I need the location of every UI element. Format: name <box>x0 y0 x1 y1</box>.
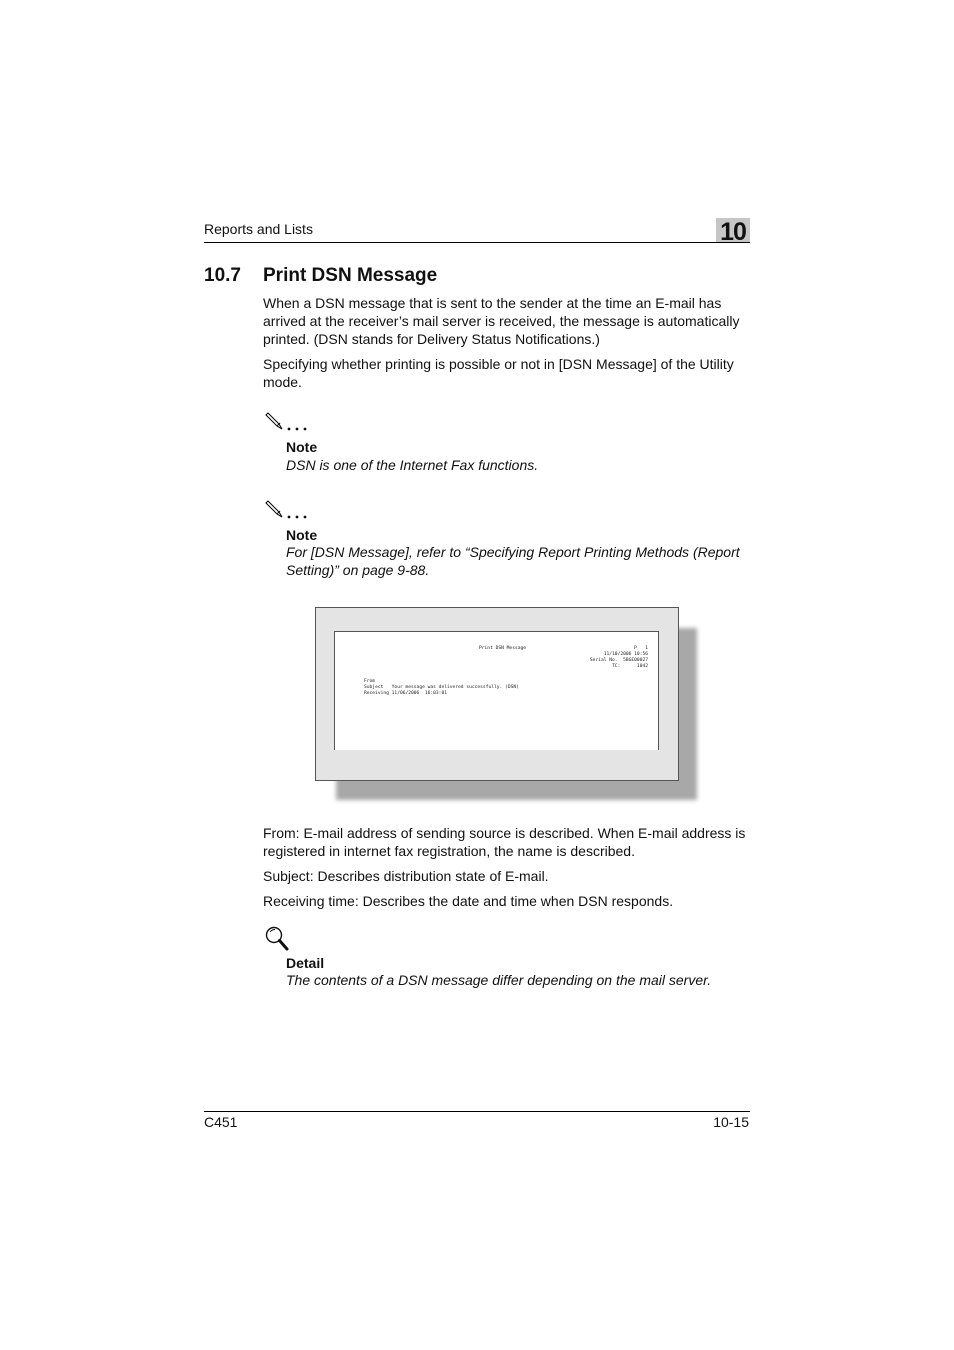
pencil-note-icon <box>265 498 315 520</box>
footer-page-number: 10-15 <box>713 1114 749 1130</box>
chapter-number-badge: 10 <box>716 218 750 243</box>
section-title: Print DSN Message <box>263 265 438 286</box>
magnifier-icon <box>264 925 290 953</box>
subject-description: Subject: Describes distribution state of E-mail. <box>263 868 549 884</box>
receiving-description: Receiving time: Describes the date and time when DSN responds. <box>263 893 674 909</box>
section-number: 10.7 <box>204 265 241 286</box>
from-description: From: E-mail address of sending source is described. When E-mail address is registered in internet fax registration, the name is described. <box>263 825 746 859</box>
pencil-note-icon <box>265 410 315 432</box>
footer-divider <box>204 1111 750 1112</box>
note-label: Note <box>286 527 318 543</box>
detail-label: Detail <box>286 955 325 971</box>
report-page: P 1 <box>634 646 648 651</box>
intro-paragraph-2: Specifying whether printing is possible or not in [DSN Message] of the Utility mode. <box>263 356 734 390</box>
report-subject: Subject Your message was delivered successfully. (DSN) <box>364 685 519 690</box>
note-text: For [DSN Message], refer to “Specifying Report Printing Methods (Report Setting)” on page 9-88. <box>286 544 740 578</box>
running-header: Reports and Lists <box>204 221 313 237</box>
header-divider <box>204 242 750 243</box>
report-from: From <box>364 679 376 684</box>
section-heading <box>204 265 437 287</box>
report-date: 11/10/2006 10:56 <box>603 652 648 657</box>
note-text: DSN is one of the Internet Fax functions. <box>286 457 539 473</box>
report-serial: Serial No. 5BGE00027 <box>589 658 648 663</box>
report-paper <box>334 631 659 750</box>
report-title: Print DSN Message <box>479 646 527 651</box>
detail-text: The contents of a DSN message differ depending on the mail server. <box>286 972 712 988</box>
footer-model: C451 <box>204 1114 238 1130</box>
intro-paragraph-1: When a DSN message that is sent to the sender at the time an E-mail has arrived at the receiver’s mail server is received, the message is automatically printed. (DSN stands for Delivery Status Notifications.) <box>263 295 740 347</box>
report-receiving: Receiving 11/06/2006 16:03:01 <box>364 691 447 696</box>
note-label: Note <box>286 439 318 455</box>
report-tc: TC: 1042 <box>612 664 648 669</box>
